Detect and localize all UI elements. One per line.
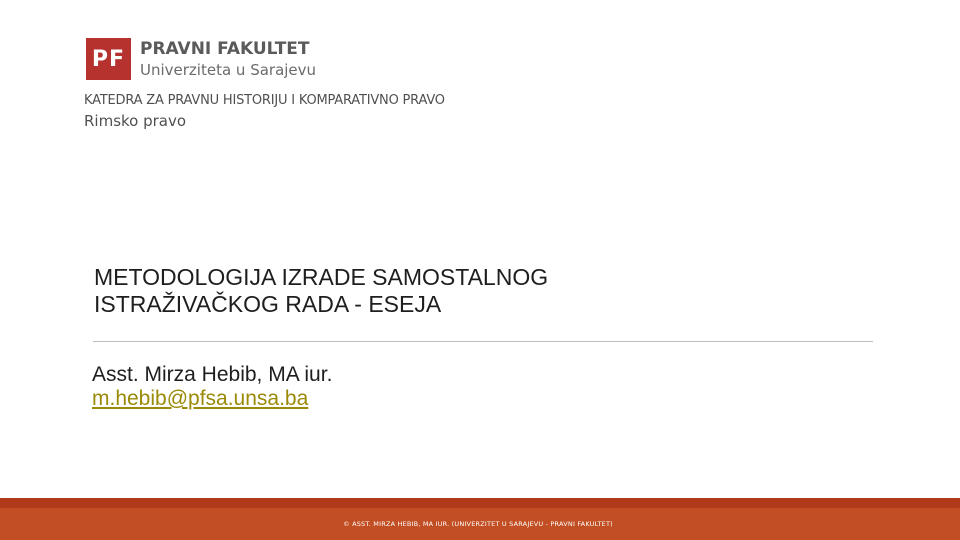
footer-bar: [0, 498, 960, 540]
logo-faculty-name: PRAVNI FAKULTET: [140, 38, 310, 59]
course-name: Rimsko pravo: [84, 112, 187, 130]
department-heading: KATEDRA ZA PRAVNU HISTORIJU I KOMPARATIVNO PRAVO: [84, 93, 445, 108]
logo-mark: PF: [86, 38, 131, 80]
author-email-link[interactable]: m.hebib@pfsa.unsa.ba: [92, 387, 309, 410]
title-line-1: METODOLOGIJA IZRADE SAMOSTALNOG: [94, 264, 549, 290]
logo-text: [140, 38, 317, 79]
author-name: Asst. Mirza Hebib, MA iur.: [92, 363, 333, 386]
footer-copyright: © ASST. MIRZA HEBIB, MA IUR. (UNIVERZITET U SARAJEVU - PRAVNI FAKULTET): [343, 520, 613, 528]
author-block: [92, 363, 332, 411]
title-line-2: ISTRAŽIVAČKOG RADA - ESEJA: [94, 291, 442, 317]
faculty-logo: [86, 38, 316, 80]
footer-inner: [0, 508, 960, 540]
logo-university-name: Univerziteta u Sarajevu: [140, 60, 317, 79]
slide-title: [94, 264, 814, 318]
title-divider: [93, 341, 873, 342]
